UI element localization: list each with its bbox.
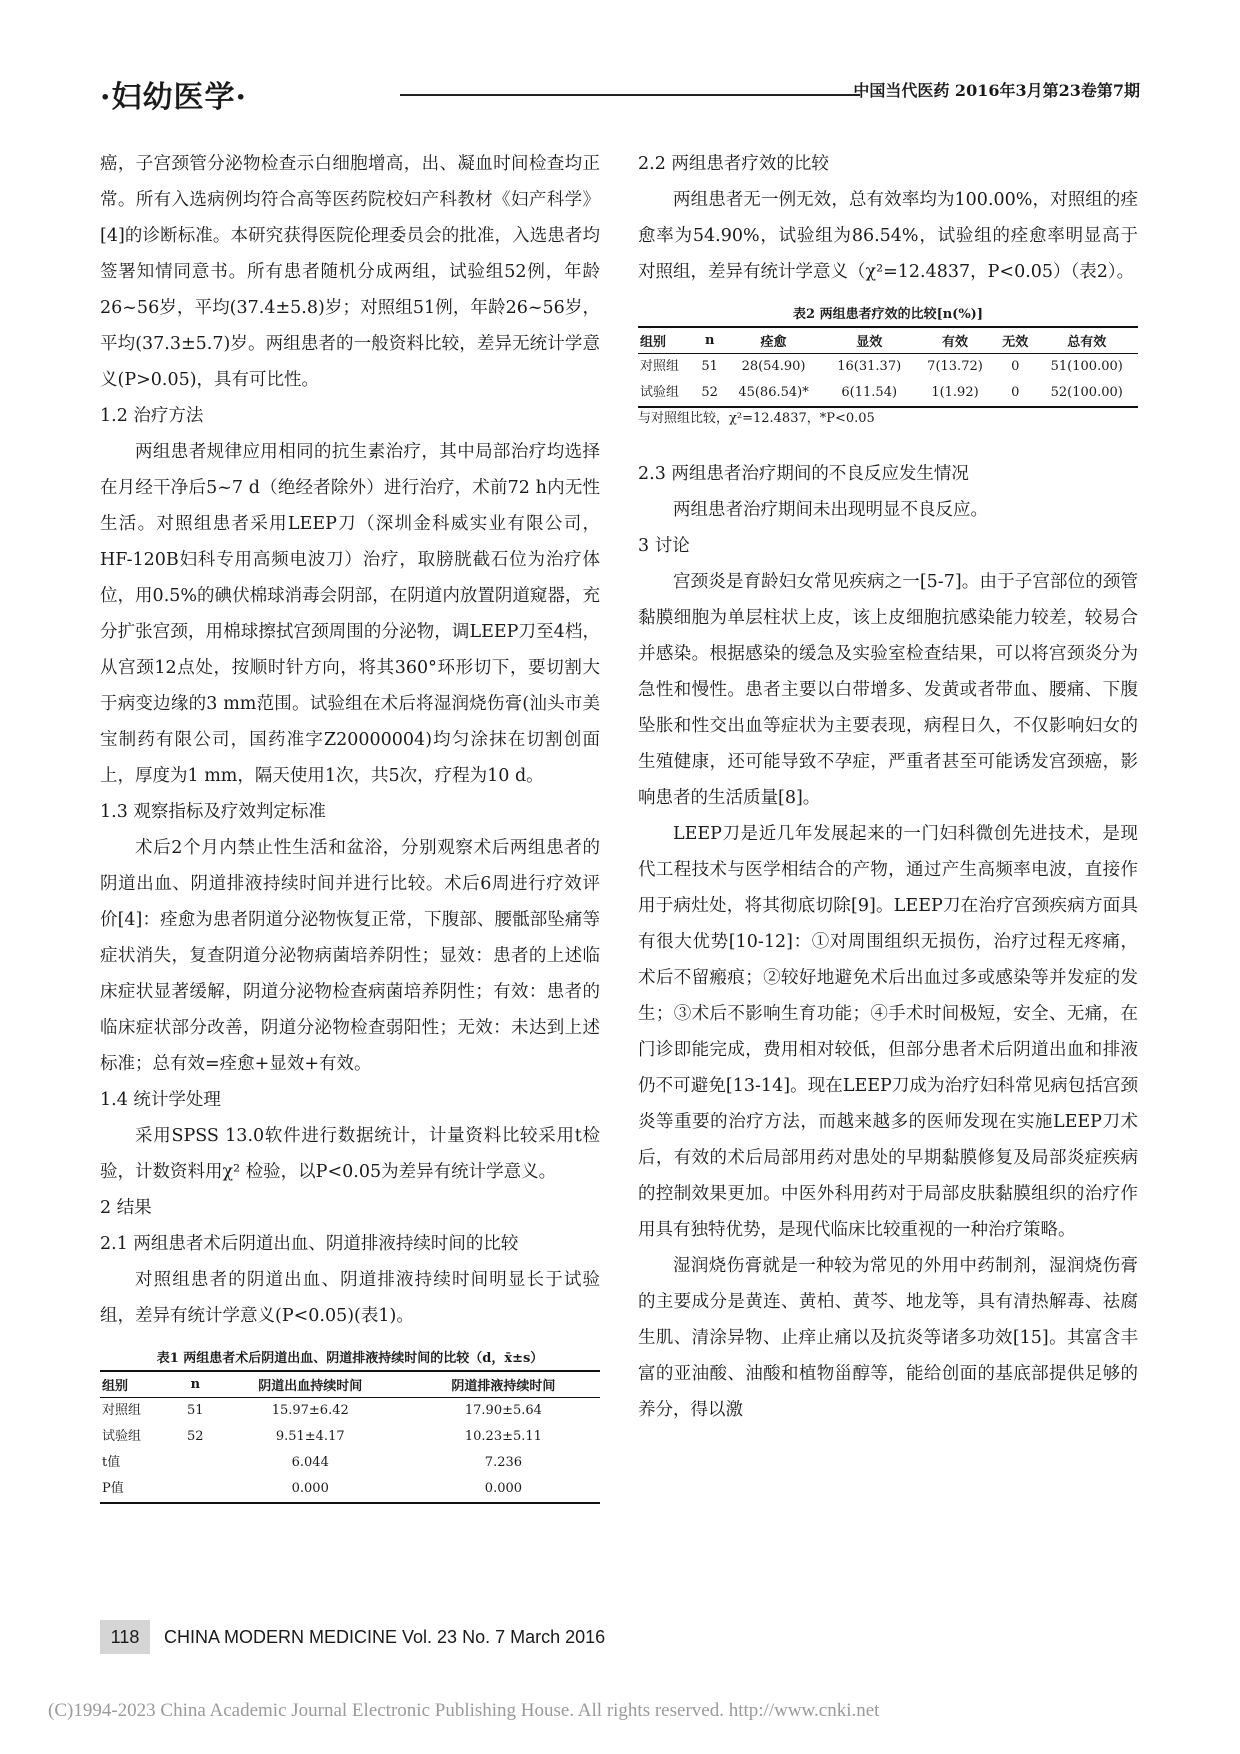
paragraph: 癌，子宫颈管分泌物检查示白细胞增高，出、凝血时间检查均正常。所有入选病例均符合高等医药院校妇产科教材《妇产科学》[4]的诊断标准。本研究获得医院伦理委员会的批准，入选患者均签署知情同意书。所有患者随机分成两组，试验组52例，年龄26~56岁，平均(37.4±5.8)岁；对照组51例，年龄26~56岁，平均(37.3±5.7)岁。两组患者的一般资料比较，差异无统计学意义(P>0.05)，具有可比性。 xyxy=(100,154,600,390)
footer-journal-info: CHINA MODERN MEDICINE Vol. 23 No. 7 March 2016 xyxy=(164,1627,606,1647)
table-row xyxy=(638,380,1138,407)
paragraph: 宫颈炎是育龄妇女常见疾病之一[5-7]。由于子宫部位的颈管黏膜细胞为单层柱状上皮，该上皮细胞抗感染能力较差，较易合并感染。根据感染的缓急及实验室检查结果，可以将宫颈炎分为急性和慢性。患者主要以白带增多、发黄或者带血、腰痛、下腹坠胀和性交出血等症状为主要表现，病程日久，不仅影响妇女的生殖健康，还可能导致不孕症，严重者甚至可能诱发宫颈癌，影响患者的生活质量[8]。 xyxy=(638,572,1138,808)
table-cell: 15.97±6.42 xyxy=(271,1403,349,1418)
table-cell: 10.23±5.11 xyxy=(464,1429,542,1444)
paragraph: 采用SPSS 13.0软件进行数据统计，计量资料比较采用t检验，计数资料用χ² 检验，以P<0.05为差异有统计学意义。 xyxy=(100,1126,600,1182)
paragraph: 两组患者无一例无效，总有效率均为100.00%，对照组的痊愈率为54.90%，试验组为86.54%，试验组的痊愈率明显高于对照组，差异有统计学意义（χ²=12.4837，P<0.05）（表2）。 xyxy=(638,190,1138,282)
table-header-cell: 显效 xyxy=(824,327,915,354)
page-footer xyxy=(100,1620,606,1654)
page-number: 118 xyxy=(100,1620,150,1654)
table-cell: 45(86.54)* xyxy=(723,380,823,407)
table-header-cell: 组别 xyxy=(100,1371,177,1398)
paragraph: 两组患者规律应用相同的抗生素治疗，其中局部治疗均选择在月经干净后5~7 d（绝经者除外）进行治疗，术前72 h内无性生活。对照组患者采用LEEP刀（深圳金科威实业有限公司，HF-120B妇科专用高频电波刀）治疗，取膀胱截石位为治疗体位，用0.5%的碘伏棉球消毒会阴部，在阴道内放置阴道窥器，充分扩张宫颈，用棉球擦拭宫颈周围的分泌物，调LEEP刀至4档，从宫颈12点处，按顺时针方向，将其360°环形切下，要切割大于病变边缘的3 mm范围。试验组在术后将湿润烧伤膏(汕头市美宝制药有限公司，国药准字Z20000004)均匀涂抹在切割创面上，厚度为1 mm，隔天使用1次，共5次，疗程为10 d。 xyxy=(100,442,600,786)
section-heading: 1.3 观察指标及疗效判定标准 xyxy=(100,802,326,822)
table-cell: 7(13.72) xyxy=(927,359,983,374)
section-heading: 2.3 两组患者治疗期间的不良反应发生情况 xyxy=(638,464,969,484)
table-cell xyxy=(177,1450,214,1476)
table-header-cell: 无效 xyxy=(995,327,1035,354)
paragraph: LEEP刀是近几年发展起来的一门妇科微创先进技术，是现代工程技术与医学相结合的产物，通过产生高频率电波，直接作用于病灶处，将其彻底切除[9]。LEEP刀在治疗宫颈疾病方面具有很大优势[10-12]：①对周围组织无损伤，治疗过程无疼痛，术后不留瘢痕；②较好地避免术后出血过多或感染等并发症的发生；③术后不影响生育功能；④手术时间极短，安全、无痛，在门诊即能完成，费用相对较低，但部分患者术后阴道出血和排液仍不可避免[13-14]。现在LEEP刀成为治疗妇科常见病包括宫颈炎等重要的治疗方法，而越来越多的医师发现在实施LEEP刀术后，有效的术后局部用药对患处的早期黏膜修复及局部炎症疾病的控制效果更加。中医外科用药对于局部皮肤黏膜组织的治疗作用具有独特优势，是现代临床比较重视的一种治疗策略。 xyxy=(638,824,1138,1240)
table-cell: 6(11.54) xyxy=(824,380,915,407)
section-heading: 2.2 两组患者疗效的比较 xyxy=(638,154,829,174)
table2-note: 与对照组比较，χ²=12.4837，*P<0.05 xyxy=(638,411,875,426)
table-header-cell: 阴道排液持续时间 xyxy=(407,1371,600,1398)
table-cell: 对照组 xyxy=(640,359,680,374)
table-row xyxy=(100,1450,600,1476)
table-cell: 52 xyxy=(696,380,724,407)
table-cell xyxy=(177,1476,214,1503)
table-cell: 6.044 xyxy=(291,1455,329,1470)
table-cell: 52 xyxy=(187,1429,204,1444)
table-cell: 9.51±4.17 xyxy=(275,1429,345,1444)
table-cell: 试验组 xyxy=(102,1429,142,1444)
section-heading: 2 结果 xyxy=(100,1198,152,1218)
table-header-cell: n xyxy=(696,327,724,354)
paragraph: 两组患者治疗期间未出现明显不良反应。 xyxy=(673,500,988,520)
table-row xyxy=(100,1424,600,1450)
table-header-cell: 有效 xyxy=(915,327,995,354)
header-rule xyxy=(400,94,860,96)
section-heading: 3 讨论 xyxy=(638,536,690,556)
paragraph: 对照组患者的阴道出血、阴道排液持续时间明显长于试验组，差异有统计学意义(P<0.05)(表1)。 xyxy=(100,1270,600,1326)
table-cell: P值 xyxy=(100,1476,177,1503)
table1-caption: 表1 两组患者术后阴道出血、阴道排液持续时间的比较（d，x̄±s） xyxy=(156,1351,544,1366)
table-cell: 16(31.37) xyxy=(837,359,902,374)
paragraph: 术后2个月内禁止性生活和盆浴，分别观察术后两组患者的阴道出血、阴道排液持续时间并进行比较。术后6周进行疗效评价[4]：痊愈为患者阴道分泌物恢复正常，下腹部、腰骶部坠痛等症状消失，复查阴道分泌物病菌培养阴性；显效：患者的上述临床症状显著缓解，阴道分泌物检查病菌培养阴性；有效：患者的临床症状部分改善，阴道分泌物检查弱阳性；无效：未达到上述标准；总有效=痊愈+显效+有效。 xyxy=(100,838,600,1074)
table-row xyxy=(638,354,1138,381)
section-heading: 1.2 治疗方法 xyxy=(100,406,204,426)
table-cell: 对照组 xyxy=(102,1403,142,1418)
table-row xyxy=(100,1476,600,1503)
table-cell: 28(54.90) xyxy=(741,359,806,374)
section-heading: 1.4 统计学处理 xyxy=(100,1090,221,1110)
table1 xyxy=(100,1370,600,1504)
table-cell: 0.000 xyxy=(214,1476,407,1503)
table-cell: t值 xyxy=(102,1455,121,1470)
table-header-cell: n xyxy=(177,1371,214,1398)
table-cell: 试验组 xyxy=(638,380,696,407)
journal-issue-info: 中国当代医药 2016年3月第23卷第7期 xyxy=(853,81,1140,100)
table-cell: 51(100.00) xyxy=(1050,359,1123,374)
table-row xyxy=(100,1398,600,1425)
table-cell: 17.90±5.64 xyxy=(464,1403,542,1418)
table2 xyxy=(638,326,1138,408)
page-header xyxy=(100,72,1140,120)
table-header-cell: 痊愈 xyxy=(723,327,823,354)
paragraph: 湿润烧伤膏就是一种较为常见的外用中药制剂，湿润烧伤膏的主要成分是黄连、黄柏、黄芩、地龙等，具有清热解毒、祛腐生肌、清涂异物、止痒止痛以及抗炎等诸多功效[15]。其富含丰富的亚油酸、油酸和植物甾醇等，能给创面的基底部提供足够的养分，得以激 xyxy=(638,1256,1138,1420)
table-cell: 7.236 xyxy=(484,1455,523,1470)
table-header-cell: 组别 xyxy=(638,327,696,354)
table-cell: 51 xyxy=(701,359,718,374)
copyright-notice: (C)1994-2023 China Academic Journal Electronic Publishing House. All rights reserved. http://www.cnki.net xyxy=(48,1700,880,1721)
section-tag: ·妇幼医学· xyxy=(100,80,247,115)
table-header-cell: 总有效 xyxy=(1035,327,1138,354)
right-column xyxy=(638,146,1138,1428)
table-cell: 1(1.92) xyxy=(915,380,995,407)
section-heading: 2.1 两组患者术后阴道出血、阴道排液持续时间的比较 xyxy=(100,1234,519,1254)
table-cell: 0.000 xyxy=(407,1476,600,1503)
left-column xyxy=(100,146,600,1504)
table-cell: 0 xyxy=(1011,359,1020,374)
table2-caption: 表2 两组患者疗效的比较[n(%)] xyxy=(793,307,983,322)
table-cell: 51 xyxy=(187,1403,204,1418)
table-cell: 0 xyxy=(995,380,1035,407)
table-header-cell: 阴道出血持续时间 xyxy=(214,1371,407,1398)
table-cell: 52(100.00) xyxy=(1035,380,1138,407)
